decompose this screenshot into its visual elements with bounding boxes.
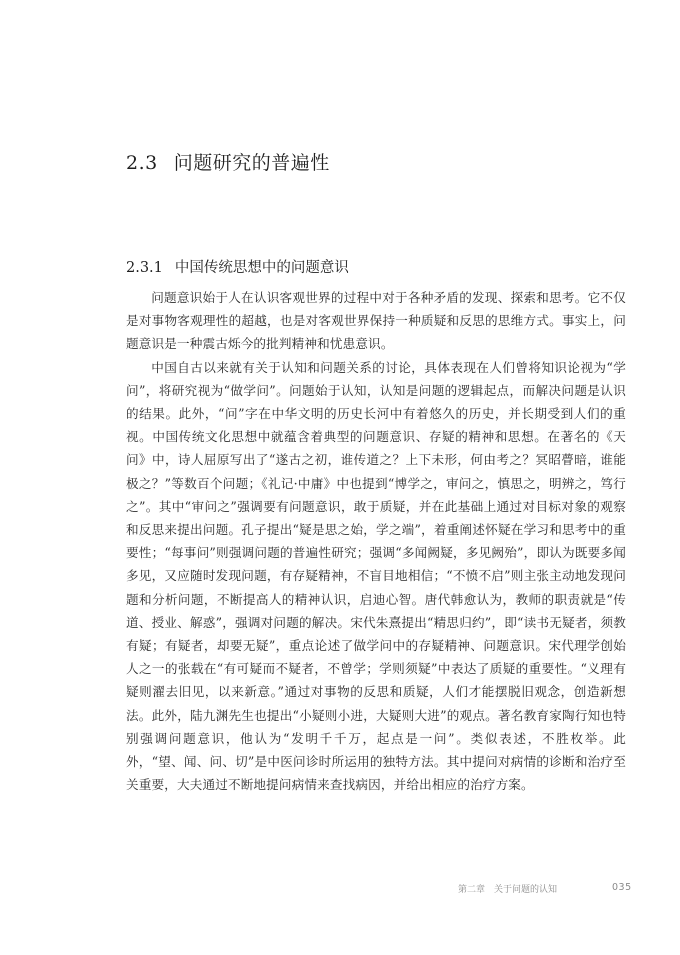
section-heading (126, 148, 330, 175)
paragraph: 问题意识始于人在认识客观世界的过程中对于各种矛盾的发现、探索和思考。它不仅是对事物客观理性的超越，也是对客观世界保持一种质疑和反思的思维方式。事实上，问题意识是一种震古烁今的批判精神和忧患意识。 (126, 290, 626, 352)
paragraph: 中国自古以来就有关于认知和问题关系的讨论，具体表现在人们曾将知识论视为“学问”，将研究视为“做学问”。问题始于认知，认知是问题的逻辑起点，而解决问题是认识的结果。此外，“问”字在中华文明的历史长河中有着悠久的历史，并长期受到人们的重视。中国传统文化思想中就蕴含着典型的问题意识、存疑的精神和思想。在著名的《天问》中，诗人屈原写出了“遂古之初，谁传道之？上下未形，何由考之？冥昭瞢暗，谁能极之？”等数百个问题；《礼记·中庸》中也提到“博学之，审问之，慎思之，明辨之，笃行之”。其中“审问之”强调要有问题意识，敢于质疑，并在此基础上通过对目标对象的观察和反思来提出问题。孔子提出“疑是思之始，学之端”，着重阐述怀疑在学习和思考中的重要性；“每事问”则强调问题的普遍性研究；强调“多闻阙疑，多见阙殆”，即认为既要多闻多见，又应随时发现问题，有存疑精神，不盲目地相信；“不愤不启”则主张主动地发现问题和分析问题，不断提高人的精神认识，启迪心智。唐代韩愈认为，教师的职责就是“传道、授业、解惑”，强调对问题的解决。宋代朱熹提出“精思归约”，即“读书无疑者，须教有疑；有疑者，却要无疑”，重点论述了做学问中的存疑精神、问题意识。宋代理学创始人之一的张载在“有可疑而不疑者，不曾学；学则须疑”中表达了质疑的重要性。“义理有疑则濯去旧见，以来新意。”通过对事物的反思和质疑，人们才能摆脱旧观念，创造新想法。此外，陆九渊先生也提出“小疑则小进，大疑则大进”的观点。著名教育家陶行知也特别强调问题意识，他认为“发明千千万，起点是一问”。类似表述，不胜枚举。此外，“望、闻、问、切”是中医问诊时所运用的独特方法。其中提问对病情的诊断和治疗至关重要，大夫通过不断地提问病情来查找病因，并给出相应的治疗方案。 (126, 359, 626, 793)
subsection-heading (126, 256, 349, 277)
running-footer-chapter: 第二章 关于问题的认知 (458, 885, 558, 895)
page-number: 035 (612, 882, 632, 893)
subsection-title: 中国传统思想中的问题意识 (174, 260, 349, 276)
body-text (126, 286, 626, 796)
section-number: 2.3 (126, 152, 158, 174)
subsection-number: 2.3.1 (126, 260, 163, 276)
section-title: 问题研究的普遍性 (173, 152, 330, 174)
